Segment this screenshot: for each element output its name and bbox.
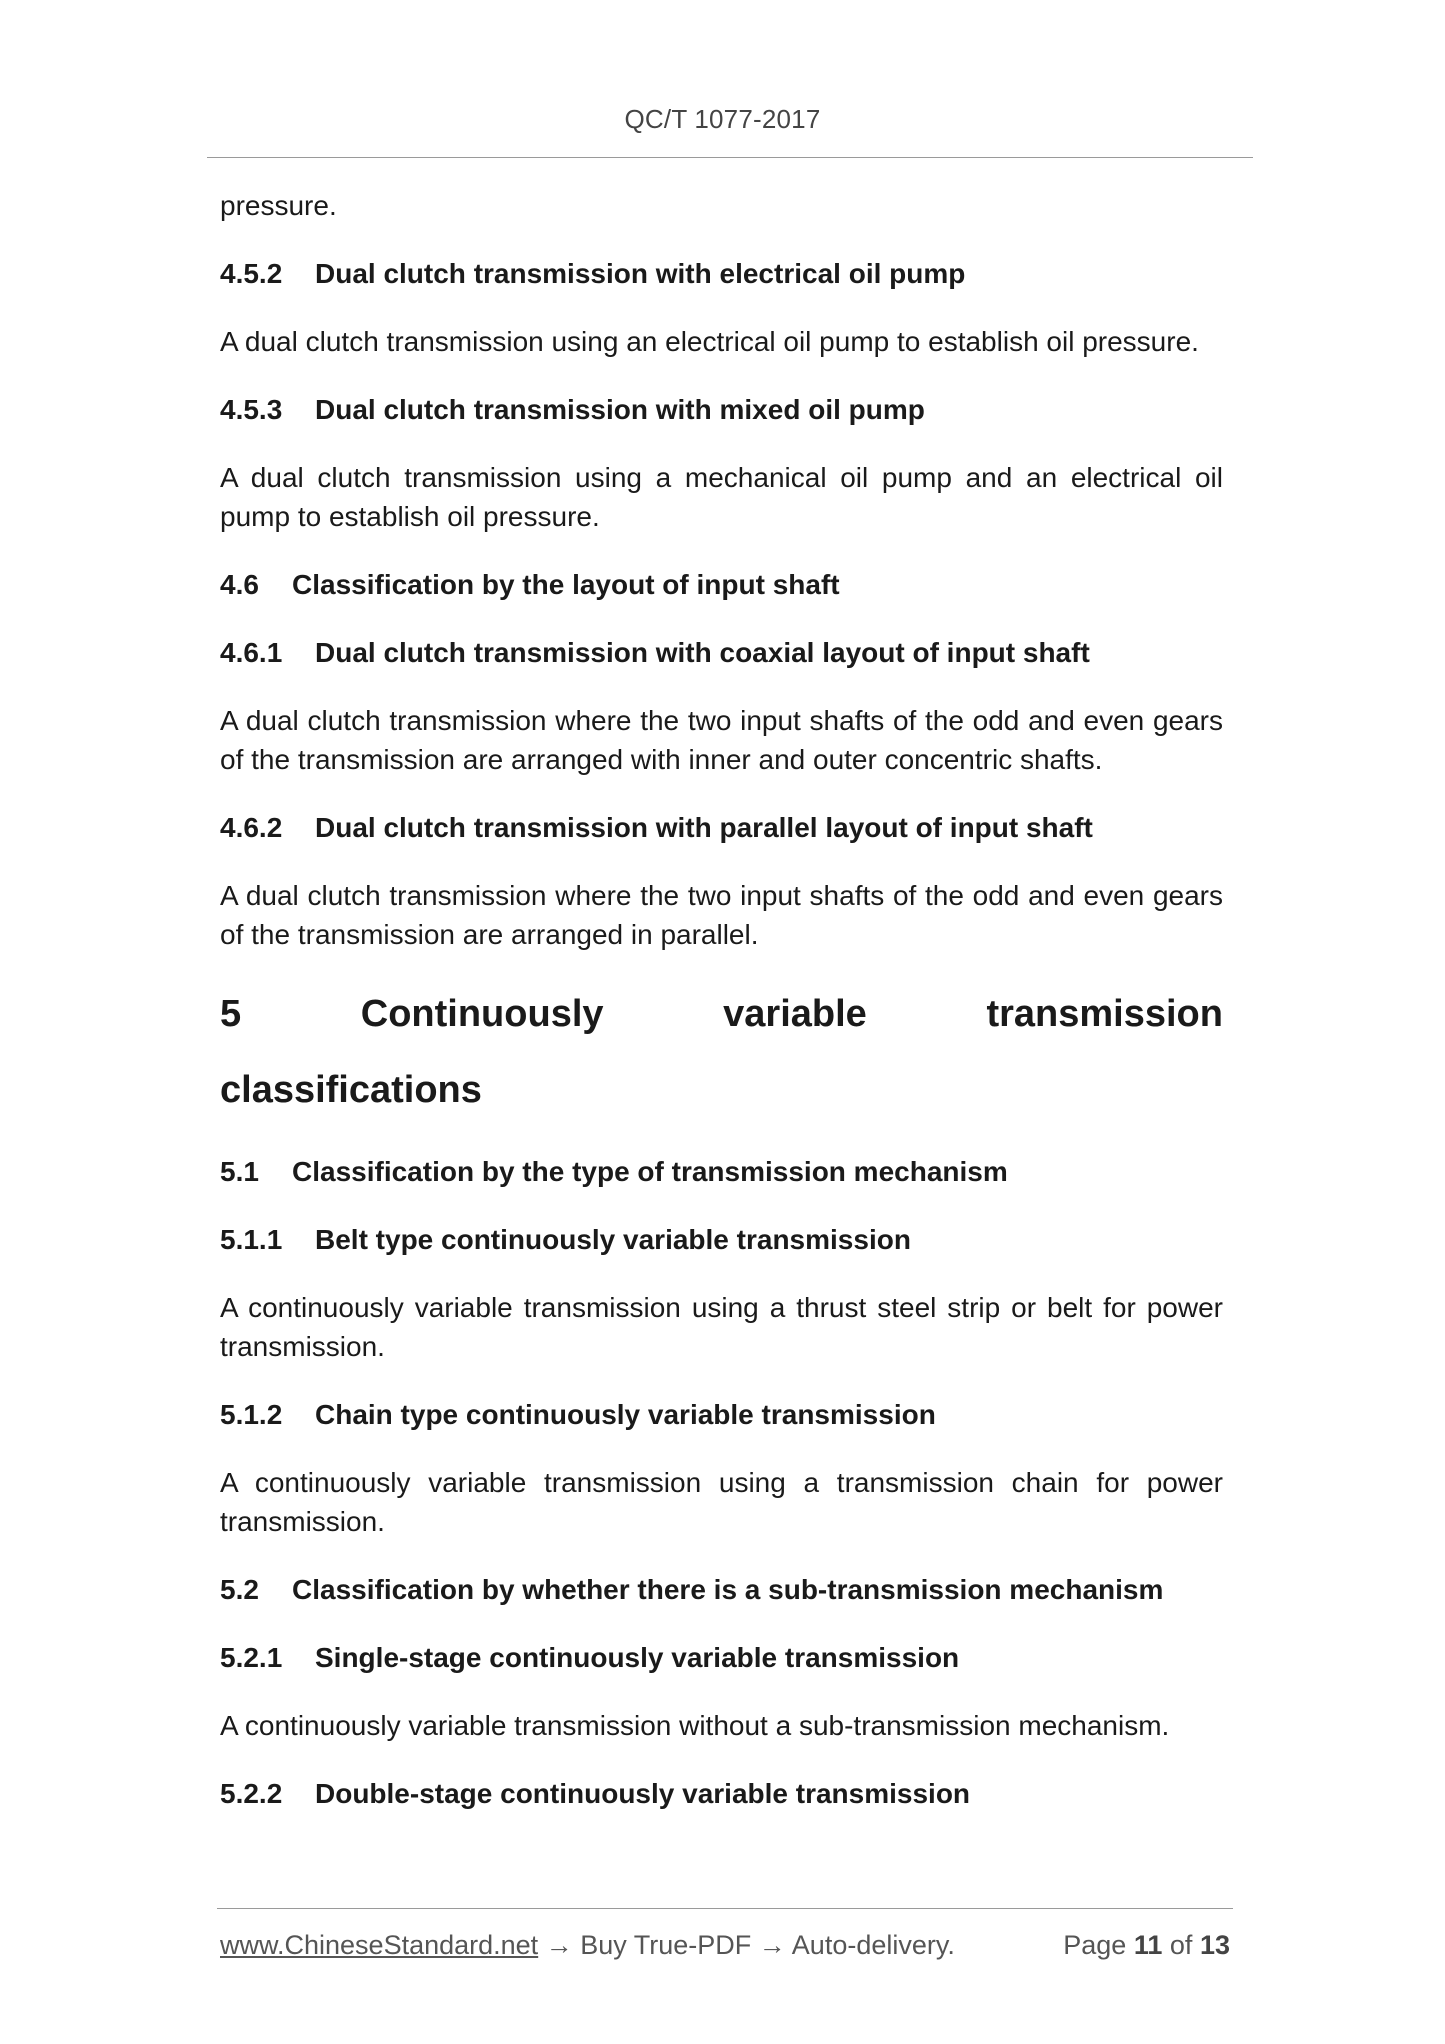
page-indicator (1063, 1930, 1230, 1961)
header-divider (207, 157, 1253, 158)
paragraph-4-6-2: A dual clutch transmission where the two input shafts of the odd and even gears of the transmission are arranged in parallel. (220, 880, 1223, 950)
heading-word: classifications (220, 1069, 482, 1111)
continuation-text: pressure. (220, 190, 337, 221)
heading-title: Classification by the layout of input shaft (292, 569, 840, 600)
buy-text: Buy True-PDF (580, 1930, 752, 1960)
paragraph-4-5-3: A dual clutch transmission using a mechanical oil pump and an electrical oil pump to establish oil pressure. (220, 462, 1223, 532)
heading-4-6-1 (220, 633, 1223, 672)
page-label: Page (1063, 1930, 1127, 1960)
heading-4-5-3 (220, 390, 1223, 429)
heading-number: 5.2.2 (220, 1778, 283, 1809)
heading-title: Belt type continuously variable transmission (315, 1224, 911, 1255)
heading-number: 5 (220, 993, 242, 1035)
heading-5-2-1 (220, 1638, 1223, 1677)
delivery-text: Auto-delivery. (791, 1930, 955, 1960)
paragraph-4-6-1: A dual clutch transmission where the two input shafts of the odd and even gears of the transmission are arranged with inner and outer concentric shafts. (220, 705, 1223, 775)
document-body (220, 186, 1223, 1813)
page-footer (220, 1930, 1230, 1961)
heading-number: 5.1.1 (220, 1224, 283, 1255)
heading-5-2 (220, 1570, 1223, 1609)
page-header: QC/T 1077-2017 (624, 104, 821, 134)
heading-5-1-1 (220, 1220, 1223, 1259)
paragraph-4-5-2: A dual clutch transmission using an electrical oil pump to establish oil pressure. (220, 326, 1199, 357)
heading-word: Continuously (360, 993, 604, 1035)
heading-4-5-2 (220, 254, 1223, 293)
heading-title: Classification by the type of transmission mechanism (292, 1156, 1008, 1187)
heading-title: Double-stage continuously variable transmission (315, 1778, 971, 1809)
heading-title: Dual clutch transmission with mixed oil pump (315, 394, 925, 425)
heading-5-1-2 (220, 1395, 1223, 1434)
heading-5-1 (220, 1152, 1223, 1191)
heading-number: 5.2 (220, 1574, 259, 1605)
heading-5 (220, 976, 1223, 1128)
heading-word: variable (723, 993, 867, 1035)
heading-number: 4.6 (220, 569, 259, 600)
heading-4-6 (220, 565, 1223, 604)
heading-title: Chain type continuously variable transmission (315, 1399, 936, 1430)
heading-number: 4.6.1 (220, 637, 283, 668)
heading-title: Dual clutch transmission with electrical oil pump (315, 258, 966, 289)
heading-title: Dual clutch transmission with coaxial layout of input shaft (315, 637, 1090, 668)
heading-word: transmission (986, 993, 1223, 1035)
heading-title: Dual clutch transmission with parallel layout of input shaft (315, 812, 1093, 843)
footer-promo (220, 1930, 955, 1961)
paragraph-5-2-1: A continuously variable transmission without a sub-transmission mechanism. (220, 1710, 1170, 1741)
of-label: of (1169, 1930, 1193, 1960)
heading-5-2-2 (220, 1774, 1223, 1813)
current-page-number: 11 (1133, 1930, 1163, 1960)
footer-divider (217, 1908, 1233, 1909)
paragraph-5-1-2: A continuously variable transmission using a transmission chain for power transmission. (220, 1467, 1223, 1537)
arrow-right-icon: → (545, 1930, 573, 1960)
total-page-count: 13 (1199, 1930, 1230, 1960)
arrow-right-icon: → (758, 1930, 786, 1960)
heading-number: 5.1.2 (220, 1399, 283, 1430)
heading-number: 5.2.1 (220, 1642, 283, 1673)
heading-4-6-2 (220, 808, 1223, 847)
heading-number: 4.5.2 (220, 258, 283, 289)
heading-number: 5.1 (220, 1156, 259, 1187)
heading-number: 4.5.3 (220, 394, 283, 425)
heading-title: Single-stage continuously variable transmission (315, 1642, 960, 1673)
heading-number: 4.6.2 (220, 812, 283, 843)
heading-title: Classification by whether there is a sub-transmission mechanism (292, 1574, 1164, 1605)
paragraph-5-1-1: A continuously variable transmission using a thrust steel strip or belt for power transmission. (220, 1292, 1223, 1362)
website-link[interactable]: www.ChineseStandard.net (220, 1930, 539, 1960)
